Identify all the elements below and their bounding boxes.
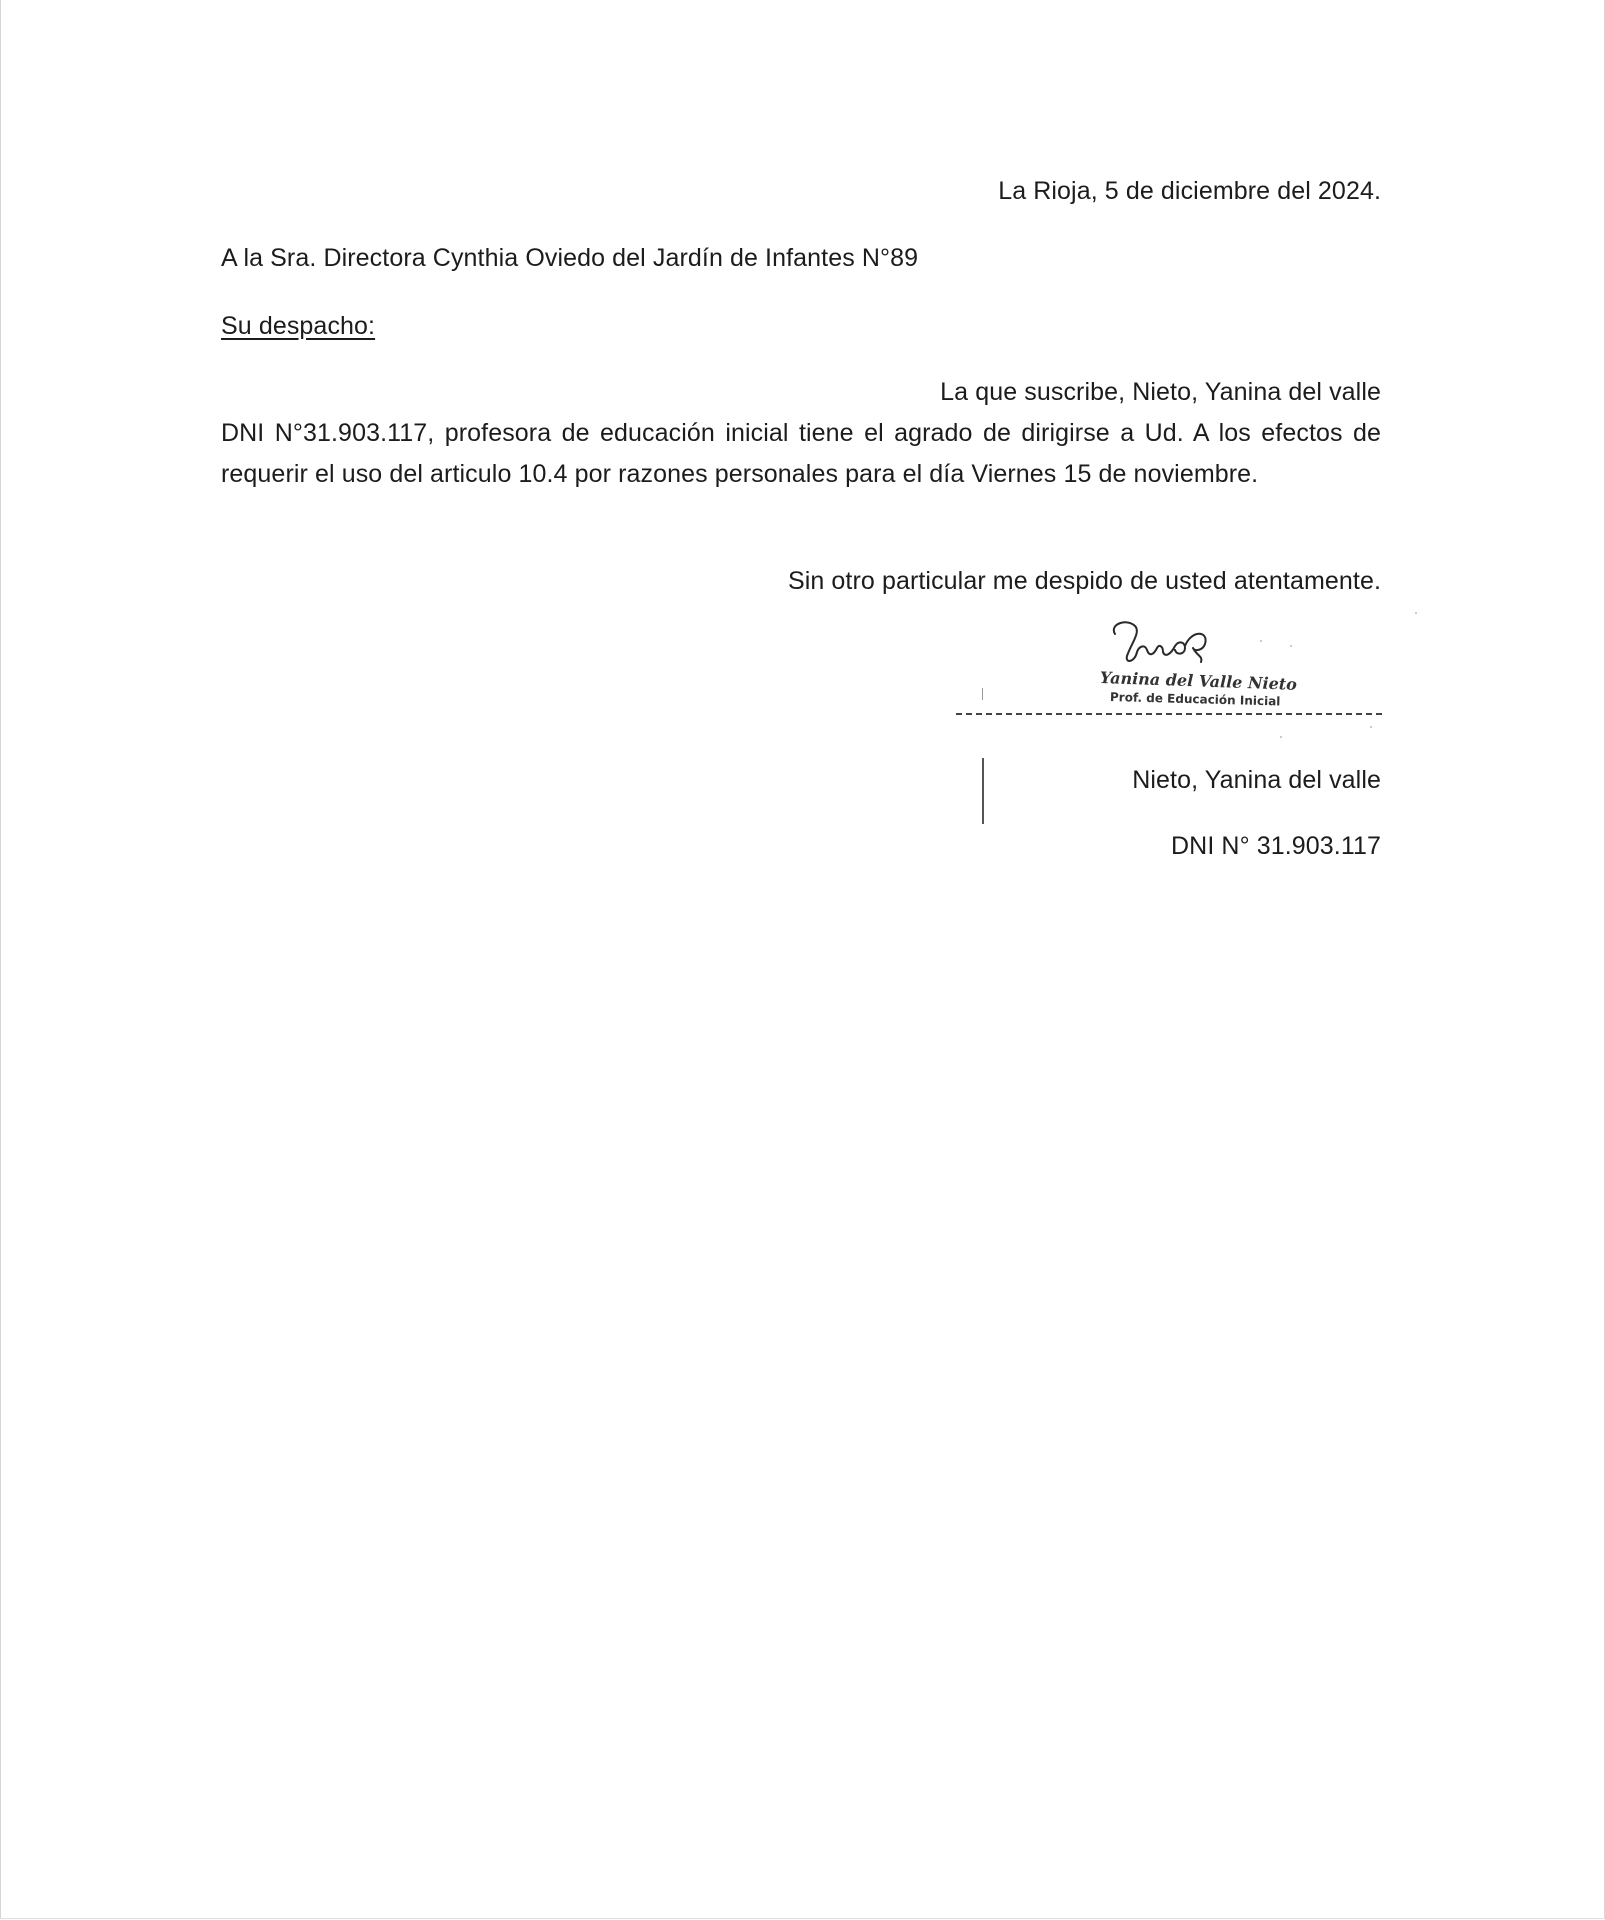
- letter-date: La Rioja, 5 de diciembre del 2024.: [998, 177, 1381, 205]
- body-paragraph-line-1: La que suscribe, Nieto, Yanina del valle: [940, 378, 1381, 406]
- signer-dni: DNI N° 31.903.117: [1171, 832, 1381, 860]
- handwritten-signature: [1105, 616, 1225, 676]
- scan-speck: [1280, 736, 1282, 738]
- signature-dashed-line: [956, 713, 1382, 715]
- scan-mark: [982, 688, 983, 700]
- signature-stamp-title: Prof. de Educación Inicial: [1109, 690, 1281, 709]
- letter-greeting: Su despacho:: [221, 312, 376, 340]
- scan-speck: [1260, 640, 1262, 642]
- signature-block: [950, 608, 1390, 728]
- signature-stamp-name: Yanina del Valle Nieto: [1099, 668, 1298, 694]
- scan-speck: [1290, 645, 1292, 647]
- signer-name: Nieto, Yanina del valle: [1132, 766, 1381, 794]
- letter-closing: Sin otro particular me despido de usted atentamente.: [787, 567, 1381, 595]
- body-paragraph-line-2: DNI N°31.903.117, profesora de educación inicial tiene el agrado de dirigirse a Ud. A los efectos de: [221, 419, 1381, 447]
- scan-speck: [1370, 726, 1372, 728]
- body-paragraph-line-3: requerir el uso del articulo 10.4 por razones personales para el día Viernes 15 de noviembre.: [221, 460, 1259, 488]
- scan-mark: [982, 758, 984, 824]
- scan-speck: [1415, 612, 1417, 614]
- letter-recipient: A la Sra. Directora Cynthia Oviedo del Jardín de Infantes N°89: [221, 244, 919, 272]
